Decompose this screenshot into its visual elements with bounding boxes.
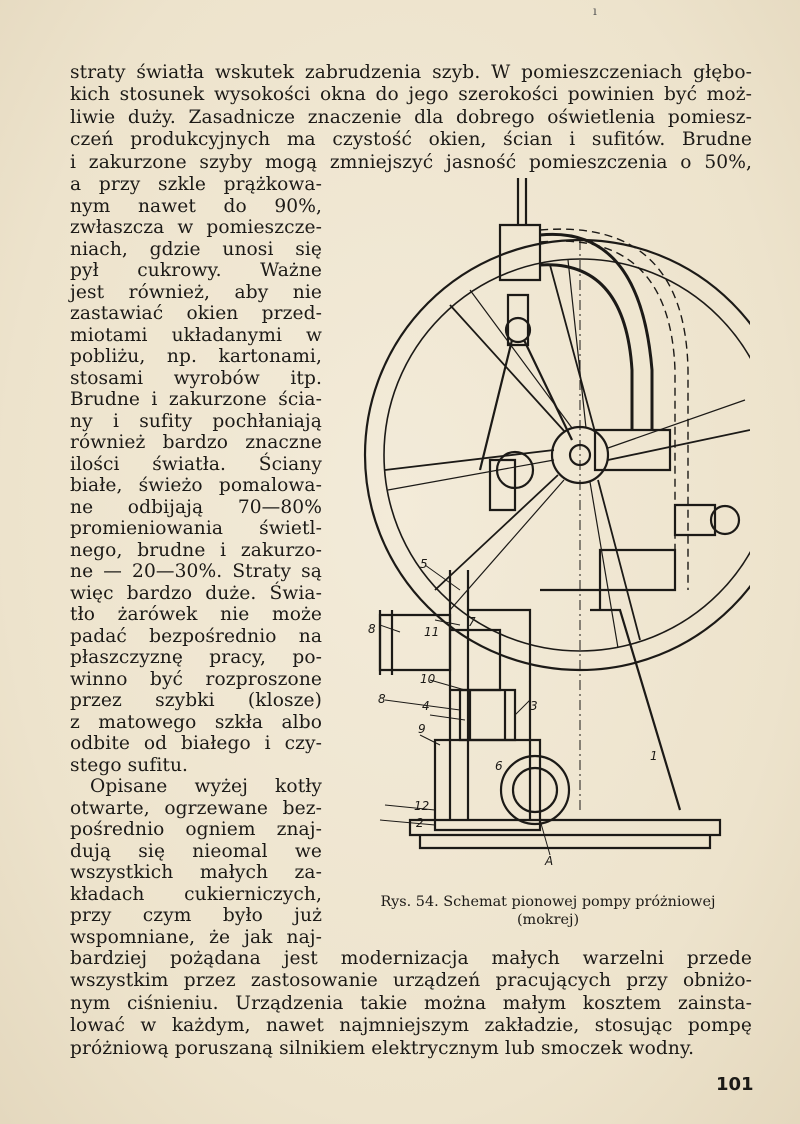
pump-diagram	[340, 170, 750, 890]
text-line: kich stosunek wysokości okna do jego szerokości powinien być moż-	[70, 84, 752, 106]
text-line: czeń produkcyjnych ma czystość okien, ścian i sufitów. Brudne	[70, 129, 752, 151]
text-line: Brudne i zakurzone ścia-	[70, 389, 322, 410]
label-7: 7	[468, 615, 476, 629]
text-line: Opisane wyżej kotły	[90, 776, 322, 797]
text-line: z matowego szkła albo	[70, 711, 322, 733]
label-1: 1	[650, 749, 658, 763]
text-line: zastawiać okien przed-	[70, 303, 322, 324]
text-line: padać bezpośrednio na	[70, 625, 322, 647]
text-line: a przy szkle prążkowa-	[70, 174, 322, 195]
label-8a: 8	[368, 622, 376, 636]
text-line: kładach cukierniczych,	[70, 883, 322, 905]
text-line: stosami wyrobów itp.	[70, 367, 322, 389]
label-A: A	[545, 854, 554, 868]
side-fitting	[675, 505, 715, 535]
text-line: nym ciśnieniu. Urządzenia takie można małym kosztem zainsta-	[70, 992, 752, 1014]
text-line: stego sufitu.	[70, 754, 189, 776]
text-line: ny i sufity pochłaniają	[70, 410, 322, 432]
crosshead-pin	[506, 318, 530, 342]
text-line: winno być rozproszone	[70, 668, 322, 690]
text-line: liwie duży. Zasadnicze znaczenie dla dobrego oświetlenia pomiesz-	[70, 106, 752, 128]
text-line: białe, świeżo pomalowa-	[70, 475, 322, 496]
label-12: 12	[414, 799, 430, 813]
label-4: 4	[422, 699, 430, 713]
text-line: przez szybki (klosze)	[70, 690, 322, 711]
text-line: zwłaszcza w pomieszcze-	[70, 217, 322, 238]
figure-caption	[338, 893, 758, 929]
text-line: dują się nieomal we	[70, 840, 322, 862]
inlet-pipe	[380, 615, 450, 670]
top-rod	[518, 178, 526, 225]
label-3: 3	[530, 699, 538, 713]
text-line: ne odbijają 70—80%	[70, 496, 322, 518]
label-5: 5	[420, 557, 428, 571]
text-line: nym nawet do 90%,	[70, 195, 322, 217]
valve-box-lower	[600, 550, 675, 590]
page-mark: ı	[593, 4, 597, 18]
text-line: wszystkich małych za-	[70, 862, 322, 883]
text-line: tło żarówek nie może	[70, 604, 322, 625]
text-line: bardziej pożądana jest modernizacja małych warzelni przede	[70, 948, 752, 969]
text-line: przy czym było już	[70, 905, 322, 926]
flywheel-inner-rim	[384, 259, 750, 651]
text-line: ne — 20—30%. Straty są	[70, 561, 322, 582]
text-line: wszystkim przez zastosowanie urządzeń pracujących przy obniżo-	[70, 970, 752, 992]
text-line: miotami układanymi w	[70, 324, 322, 346]
text-line: odbite od białego i czy-	[70, 733, 322, 754]
label-9: 9	[418, 722, 426, 736]
label-8b: 8	[378, 692, 386, 706]
flywheel-outer-rim	[365, 240, 750, 670]
outlet-bend	[501, 756, 569, 824]
label-11: 11	[424, 625, 440, 639]
text-line: otwarte, ogrzewane bez-	[70, 797, 322, 819]
text-line: promieniowania świetl-	[70, 518, 322, 539]
text-line: więc bardzo duże. Świa-	[70, 582, 322, 604]
text-line: również bardzo znaczne	[70, 432, 322, 453]
label-2: 2	[416, 816, 424, 830]
text-line: płaszczyznę pracy, po-	[70, 647, 322, 668]
page-number: 101	[716, 1074, 754, 1095]
text-line: pośrednio ogniem znaj-	[70, 819, 322, 840]
text-line: i zakurzone szyby mogą zmniejszyć jasność pomieszczenia o 50%,	[70, 151, 752, 173]
text-line: próżniową poruszaną silnikiem elektrycznym lub smoczek wodny.	[70, 1037, 695, 1059]
text-line: pył cukrowy. Ważne	[70, 260, 322, 281]
caption-line-2: (mokrej)	[516, 912, 580, 928]
text-line: wspomniane, że jak naj-	[70, 926, 322, 948]
caption-line-1: Rys. 54. Schemat pionowej pompy próżniowej	[380, 894, 716, 910]
connecting-rod	[480, 340, 572, 470]
text-line: jest również, aby nie	[70, 281, 322, 303]
text-line: nego, brudne i zakurzo-	[70, 539, 322, 561]
text-line: straty światła wskutek zabrudzenia szyb. W pomieszczeniach głębo-	[70, 62, 752, 83]
text-line: pobliżu, np. kartonami,	[70, 346, 322, 367]
pump-base	[410, 820, 720, 835]
pump-body	[590, 610, 680, 810]
text-line: niach, gdzie unosi się	[70, 238, 322, 260]
text-line: lować w każdym, nawet najmniejszym zakładzie, stosując pompę	[70, 1015, 752, 1037]
text-line: ilości światła. Ściany	[70, 453, 322, 475]
label-10: 10	[420, 672, 436, 686]
label-6: 6	[495, 759, 503, 773]
